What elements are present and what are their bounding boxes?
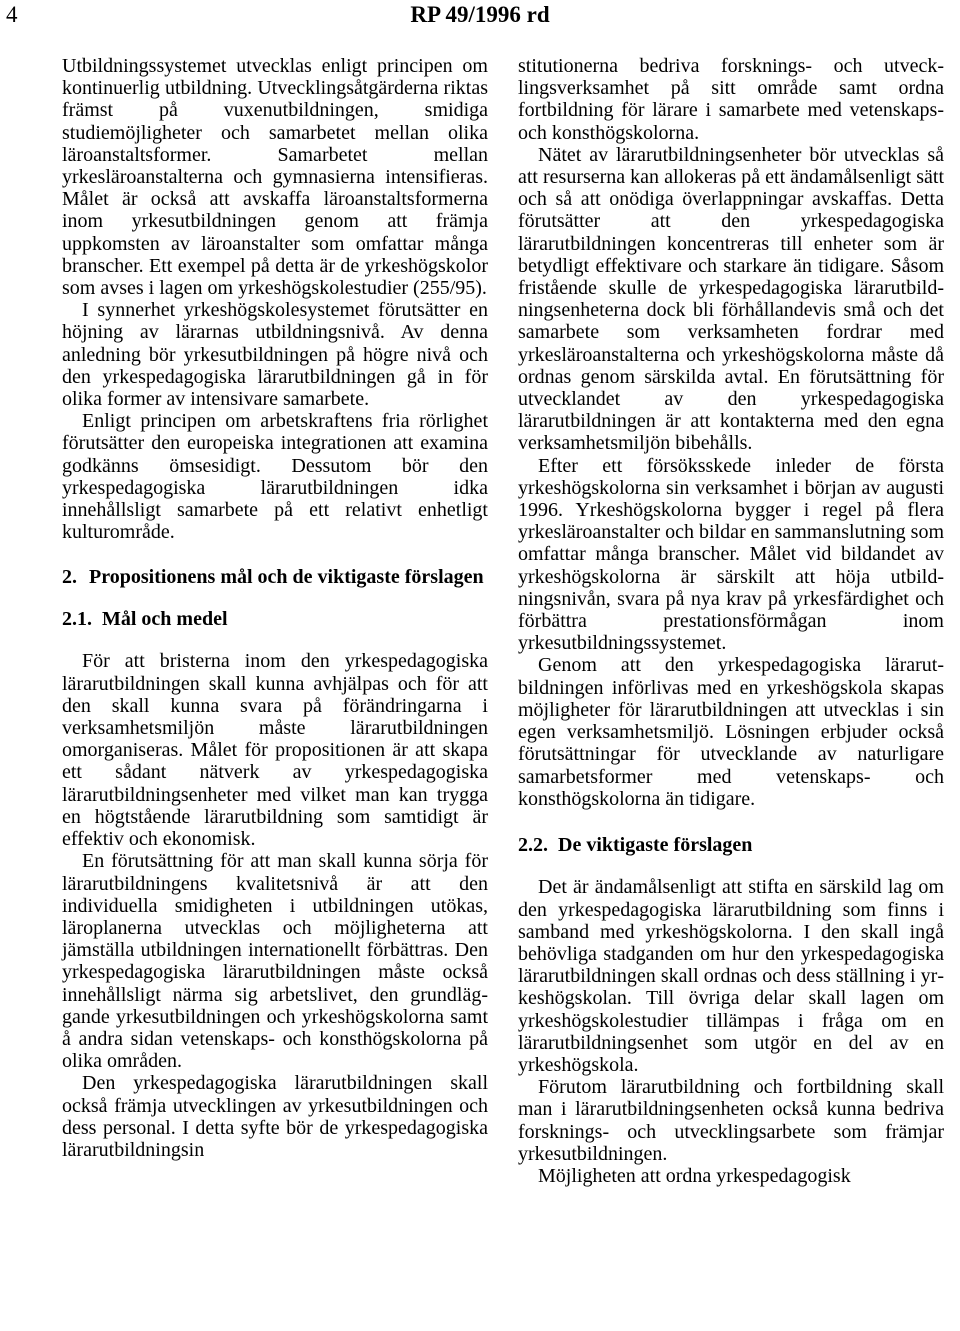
paragraph: För att bristerna inom den yrkespedagogiska lärarutbildningen skall kunna avhjälpas och för att den skall kunna svara på förändringarna i verksamhetsmiljön måste lärarutbildningen omorganiseras. Målet för propositionen är att skapa ett sådant nätverk av yrkespedagogiska lärarutbildningsenheter med vilket man kan trygga en högtstående lärarutbildning som samtidigt är effektiv och ekonomisk. bbox=[62, 650, 488, 851]
paragraph: Den yrkespedagogiska lärarutbildningen skall också främja utvecklingen av yrkesutbildningen och dess personal. I detta syfte bör de yrkespedagogiska lärarutbildningsin bbox=[62, 1072, 488, 1161]
paragraph: Enligt principen om arbetskraftens fria rörlighet förutsätter den europeiska integrationen att examina godkänns ömsesidigt. Dessutom bör den yrkespedagogiska lärarutbildningen idka innehållsligt samarbete på ett relativt enhetligt kulturområde. bbox=[62, 410, 488, 544]
paragraph: Möjligheten att ordna yrkespedagogisk bbox=[538, 1165, 851, 1188]
section-heading-2 bbox=[62, 566, 488, 589]
page-header bbox=[0, 2, 960, 32]
section-heading-2-2 bbox=[518, 834, 944, 857]
running-title: RP 49/1996 rd bbox=[410, 2, 550, 27]
paragraph: En förutsättning för att man skall kunna sörja för lärarutbildningens kvalitetsnivå är att den individuella smidigheten i utbildningen utökas, läroplanerna utvecklas och möjligheterna att jämställa utbildningen internationellt förbättras. Den yrkespedagogiska lärarutbildningen måste också innehållsligt närma sig arbetslivet, den grundläggande yrkesutbildningen och yrkeshögskolorna samt å andra sidan vetenskaps- och konsthögskolorna på olika områden. bbox=[62, 850, 488, 1073]
page-number: 4 bbox=[6, 2, 18, 27]
section-title: De viktigaste förslagen bbox=[558, 833, 753, 856]
section-title: Propositionens mål och de viktigaste förslagen bbox=[89, 566, 484, 589]
paragraph: Genom att den yrkespedagogiska lärarutbildningen införlivas med en yrkeshögskola skapas möjligheter för lärarutbildningen att utvecklas i sin egen verksamhetsmiljö. Lösningen erbjuder också förutsättningar för utvecklande av naturligare samarbetsformer med vetenskaps- och konsthögskolorna än tidigare. bbox=[518, 654, 944, 810]
section-heading-2-1 bbox=[62, 608, 488, 631]
paragraph: Nätet av lärarutbildningsenheter bör utvecklas så att resurserna kan allokeras på ett ändamålsenligt sätt och så att onödiga överlappningar avskaffas. Detta förutsätter att den yrkespedagogiska lärarutbildningen koncentreras till enheter som är betydligt effektivare och starkare än tidigare. Såsom fristående skulle de yrkespedagogiska lärarutbildningsenheterna dock bli förhållandevis små och det samarbete som verksamheten fordrar med yrkesläroanstalterna och yrkeshögskolorna måste då ordnas genom särskilda avtal. En förutsättning för utvecklandet av den yrkespedagogiska lärarutbildningen är att kontakterna med den egna verksamhetsmiljön bibehålls. bbox=[518, 143, 944, 455]
section-number: 2.2. bbox=[518, 833, 548, 856]
paragraph: Efter ett försöksskede inleder de första yrkeshögskolorna sin verksamhet i början av augusti 1996. Yrkeshögskolorna bygger i regel på flera yrkesläroanstalter och bildar en sammanslutning som omfattar många branscher. Målet vid bildandet av yrkeshögskolorna är särskilt att höja utbildningsnivån, svara på nya krav på yrkesfärdighet och förbättra prestationsförmågan inom yrkesutbildningssystemet. bbox=[518, 454, 945, 655]
paragraph: Det är ändamålsenligt att stifta en särskild lag om den yrkespedagogiska lärarutbildning som finns i samband med yrkeshögskolorna. I den skall ingå behövliga stadganden om hur den yrkespedagogiska lärarutbildningen skall ordnas och dess ställning i yrkeshögskolan. Till övriga delar skall lagen om yrkeshögskolestudier tillämpas i fråga om en lärarutbildningsenhet som utgör en del av en yrkeshögskola. bbox=[518, 876, 944, 1077]
section-number: 2.1. bbox=[62, 607, 92, 630]
right-column bbox=[518, 55, 944, 1187]
paragraph: I synnerhet yrkeshögskolesystemet förutsätter en höjning av lärarnas utbildningsnivå. Av denna anledning bör yrkesutbildningen på högre nivå och den yrkespedagogiska lärarutbildningen gå in för olika former av intensivare samarbete. bbox=[62, 299, 488, 411]
paragraph: Utbildningssystemet utvecklas enligt principen om kontinuerlig utbildning. Utvecklingsåtgärderna riktas främst på vuxenutbildningen, smidiga studiemöjligheter och samarbetet mellan olika läroanstaltsformer. Samarbetet mellan yrkesläroanstalterna och gymnasierna intensifieras. Målet är också att avskaffa läroanstaltsformerna inom yrkesutbildningen genom att främja uppkomsten av läroanstalter som omfattar många branscher. Ett exempel på detta är de yrkeshögskolor som avses i lagen om yrkeshögskolestudier (255/95). bbox=[62, 55, 488, 300]
paragraph: stitutionerna bedriva forsknings- och utvecklingsverksamhet på sitt område samt ordna fortbildning för lärare i samarbete med vetenskaps- och konsthögskolorna. bbox=[518, 55, 944, 144]
section-number: 2. bbox=[62, 566, 77, 589]
paragraph: Förutom lärarutbildning och fortbildning skall man i lärarutbildningsenheten också kunna bedriva forsknings- och utvecklingsarbete som främjar yrkesutbildningen. bbox=[518, 1076, 944, 1165]
left-column bbox=[62, 55, 488, 1161]
section-title: Mål och medel bbox=[102, 607, 228, 630]
